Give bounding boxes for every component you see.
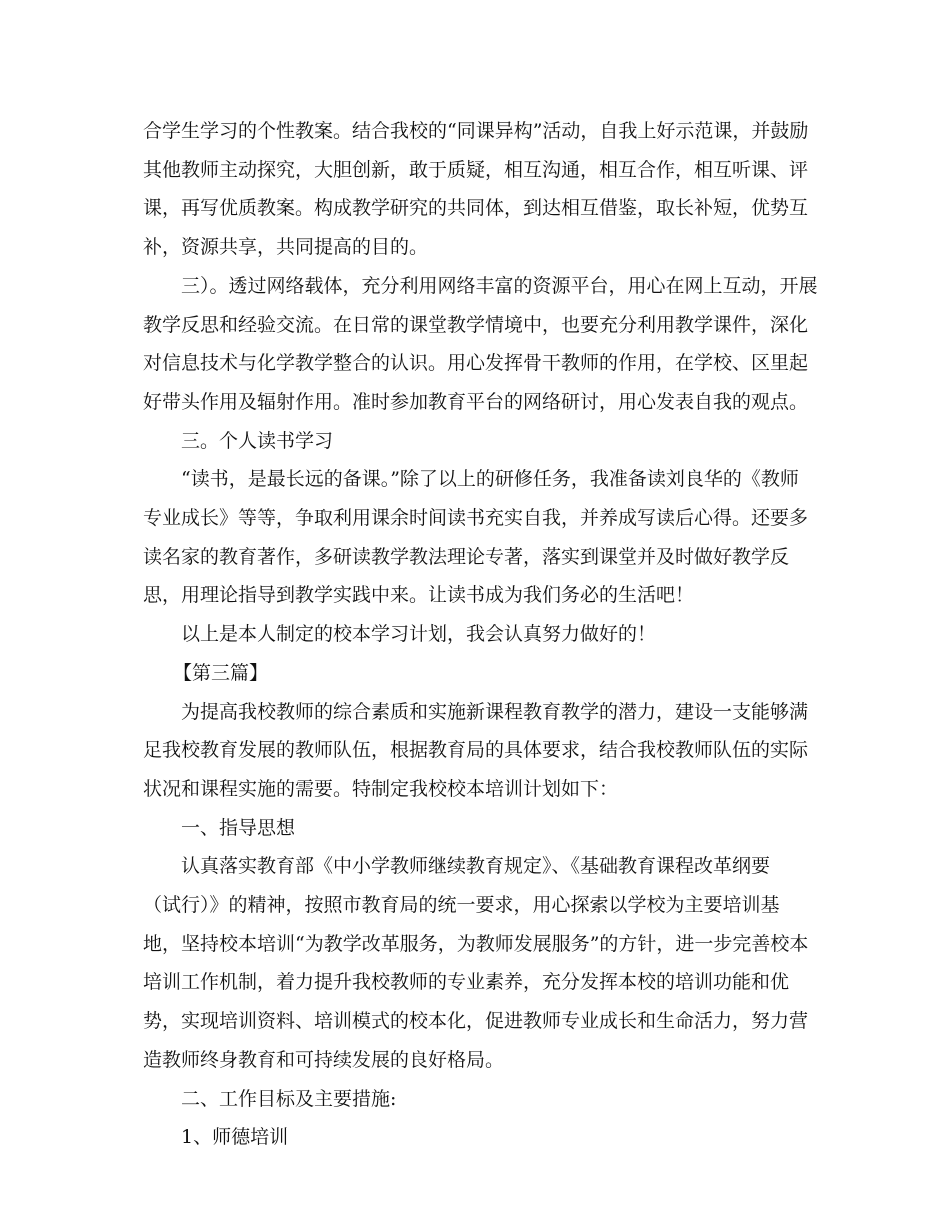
- text-line: 造教师终身教育和可持续发展的良好格局。: [143, 1048, 505, 1071]
- paragraph-lesson-plans: [143, 112, 807, 267]
- text-line: 合学生学习的个性教案。结合我校的“同课异构”活动，自我上好示范课，并鼓励: [143, 120, 809, 142]
- paragraph-plan-conclusion: 以上是本人制定的校本学习计划，我会认真努力做好的！: [181, 623, 657, 646]
- text-line: 思，用理论指导到教学实践中来。让读书成为我们务必的生活吧！: [143, 584, 695, 607]
- text-line: “读书，是最长远的备课。”除了以上的研修任务，我准备读刘良华的《教师: [181, 468, 799, 491]
- document-body: [143, 112, 818, 1157]
- heading-personal-reading: 三。个人读书学习: [181, 429, 334, 452]
- paragraph-training-intro: [143, 693, 807, 809]
- text-line: 专业成长》等等，争取利用课余时间读书充实自我，并养成写读后心得。还要多: [143, 507, 809, 530]
- text-line: 状况和课程实施的需要。特制定我校校本培训计划如下：: [143, 777, 619, 800]
- paragraph-network: [143, 267, 818, 422]
- text-line: （试行）》的精神，按照市教育局的统一要求，用心探索以学校为主要培训基: [143, 894, 780, 917]
- text-line: 势，实现培训资料、培训模式的校本化，促进教师专业成长和生命活力，努力营: [143, 1010, 809, 1033]
- text-line: 地，坚持校本培训“为教学改革服务，为教师发展服务”的方针，进一步完善校本: [143, 932, 809, 955]
- paragraph-reading: [143, 460, 807, 615]
- text-line: 对信息技术与化学教学整合的认识。用心发挥骨干教师的作用，在学校、区里起: [143, 352, 809, 375]
- heading-part-three: 【第三篇】: [173, 661, 269, 684]
- text-line: 补，资源共享，共同提高的目的。: [143, 236, 429, 259]
- text-line: 其他教师主动探究，大胆创新，敢于质疑，相互沟通，相互合作，相互听课、评: [143, 158, 809, 181]
- paragraph-guiding-ideology: [143, 847, 807, 1079]
- text-line: 教学反思和经验交流。在日常的课堂教学情境中，也要充分利用教学课件，深化: [143, 313, 809, 336]
- text-line: 认真落实教育部《中小学教师继续教育规定》、《基础教育课程改革纲要: [181, 855, 771, 878]
- text-line: 足我校教育发展的教师队伍，根据教育局的具体要求，结合我校教师队伍的实际: [143, 739, 809, 762]
- heading-ethics-training: 1、师德培训: [181, 1126, 289, 1149]
- heading-guiding-ideology: 一、指导思想: [181, 816, 296, 839]
- text-line: 好带头作用及辐射作用。准时参加教育平台的网络研讨，用心发表自我的观点。: [143, 390, 809, 413]
- heading-work-goals: 二、工作目标及主要措施:: [181, 1087, 397, 1110]
- text-line: 三）。透过网络载体，充分利用网络丰富的资源平台，用心在网上互动，开展: [181, 274, 818, 297]
- text-line: 为提高我校教师的综合素质和实施新课程教育教学的潜力，建设一支能够满: [181, 700, 809, 723]
- text-line: 培训工作机制，着力提升我校教师的专业素养，充分发挥本校的培训功能和优: [143, 971, 790, 994]
- text-line: 课，再写优质教案。构成教学研究的共同体，到达相互借鉴，取长补短，优势互: [143, 197, 809, 220]
- text-line: 读名家的教育著作，多研读教学教法理论专著，落实到课堂并及时做好教学反: [143, 545, 790, 568]
